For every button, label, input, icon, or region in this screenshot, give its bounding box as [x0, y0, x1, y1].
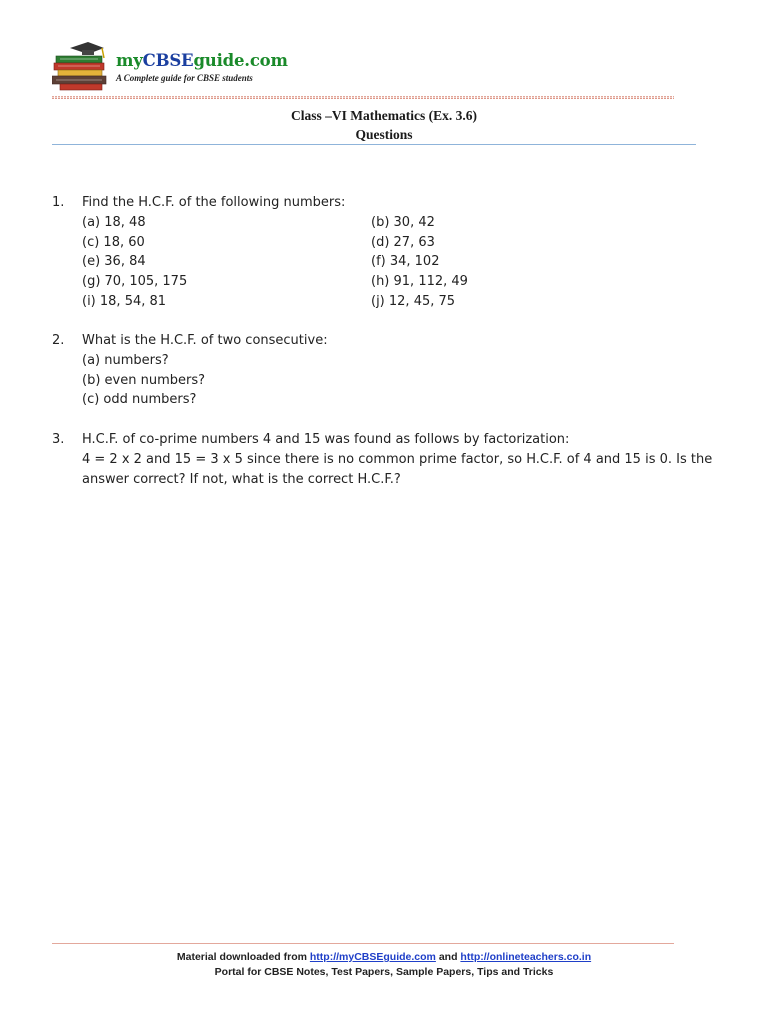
page-subtitle: Questions: [355, 127, 413, 142]
footer-line-2: Portal for CBSE Notes, Test Papers, Sample Papers, Tips and Tricks: [214, 966, 554, 978]
logo-title-my: my: [116, 51, 143, 70]
question-1-part-h: (h) 91, 112, 49: [371, 274, 468, 289]
question-3-line-2: answer correct? If not, what is the correct H.C.F.?: [82, 472, 401, 487]
question-1-part-d: (d) 27, 63: [371, 235, 435, 250]
question-1-text: Find the H.C.F. of the following numbers:: [82, 195, 346, 210]
footer-prefix: Material downloaded from: [176, 951, 310, 963]
question-1-part-b: (b) 30, 42: [371, 215, 435, 230]
footer-mid: and: [435, 951, 461, 963]
question-3-line-1: 4 = 2 x 2 and 15 = 3 x 5 since there is no common prime factor, so H.C.F. of 4 and 15 is 0. Is the: [82, 452, 713, 467]
question-1-number: 1.: [52, 195, 65, 210]
logo-tagline: A Complete guide for CBSE students: [116, 73, 253, 83]
question-2-part-a: (a) numbers?: [82, 353, 169, 368]
header-divider: [52, 96, 674, 99]
question-2-number: 2.: [52, 333, 65, 348]
question-3-text: H.C.F. of co-prime numbers 4 and 15 was found as follows by factorization:: [82, 432, 570, 447]
question-1-part-f: (f) 34, 102: [371, 254, 440, 269]
page-title: Class –VI Mathematics (Ex. 3.6): [291, 108, 477, 123]
question-1-part-c: (c) 18, 60: [82, 235, 145, 250]
footer-link-mycbseguide[interactable]: http://myCBSEguide.com: [309, 951, 436, 963]
footer-line-1: [0, 951, 768, 963]
question-1-part-g: (g) 70, 105, 175: [82, 274, 188, 289]
footer-divider: [52, 943, 674, 944]
question-2-text: What is the H.C.F. of two consecutive:: [82, 333, 328, 348]
question-2-part-b: (b) even numbers?: [82, 373, 205, 388]
logo-title: [116, 51, 288, 70]
books-icon: [52, 42, 116, 92]
logo-title-guide: guide.com: [193, 51, 288, 70]
question-1-part-e: (e) 36, 84: [82, 254, 146, 269]
logo-title-cbse: CBSE: [142, 51, 194, 70]
question-2-part-c: (c) odd numbers?: [82, 392, 197, 407]
footer-link-onlineteachers[interactable]: http://onlineteachers.co.in: [460, 951, 592, 963]
question-1-part-a: (a) 18, 48: [82, 215, 146, 230]
title-divider: [52, 144, 696, 145]
question-1-part-i: (i) 18, 54, 81: [82, 294, 167, 309]
question-3-number: 3.: [52, 432, 65, 447]
question-1-part-j: (j) 12, 45, 75: [371, 294, 456, 309]
site-logo[interactable]: [52, 42, 292, 92]
